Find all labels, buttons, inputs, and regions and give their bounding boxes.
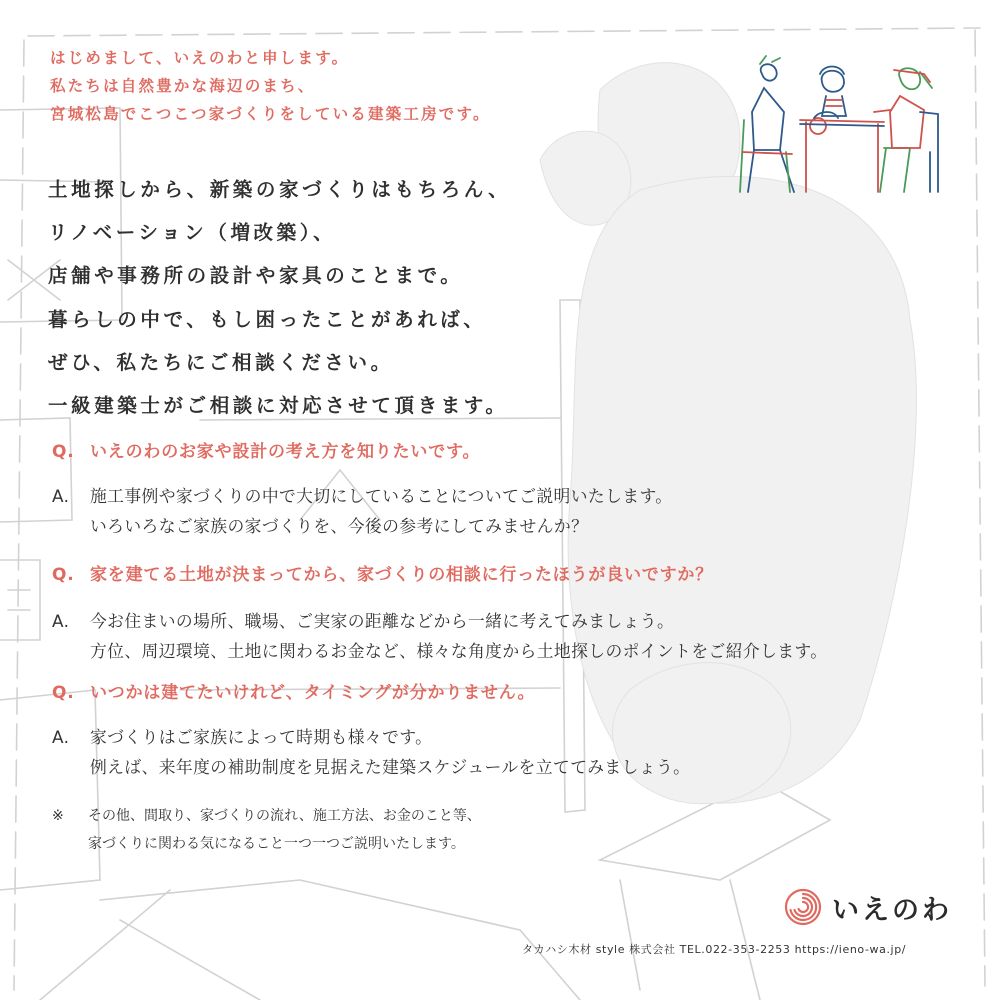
logo-text: いえのわ xyxy=(832,894,952,926)
question-mark: Q. xyxy=(52,683,75,703)
answer xyxy=(52,606,827,666)
question xyxy=(52,678,690,708)
question-mark: Q. xyxy=(52,442,75,462)
main-line: リノベーション（増改築）、 xyxy=(48,221,337,245)
answer-mark: A. xyxy=(52,727,70,747)
question xyxy=(52,437,673,467)
company-footer: タカハシ木材 style 株式会社 TEL.022-353-2253 https://ieno-wa.jp/ xyxy=(522,943,907,956)
qa-item xyxy=(52,560,827,666)
qa-item xyxy=(52,678,690,782)
footnote xyxy=(52,802,481,858)
intro-line: 宮城松島でこつこつ家づくりをしている建築工房です。 xyxy=(50,105,491,123)
question-mark: Q. xyxy=(52,565,75,585)
main-message xyxy=(48,168,511,427)
question-text: いつかは建てたいけれど、タイミングが分かりません。 xyxy=(90,683,536,703)
main-line: ぜひ、私たちにご相談ください。 xyxy=(48,350,394,374)
main-line: 暮らしの中で、もし困ったことがあれば、 xyxy=(48,307,487,331)
answer-mark: A. xyxy=(52,486,70,506)
question xyxy=(52,560,827,590)
question-text: いえのわのお家や設計の考え方を知りたいです。 xyxy=(90,442,481,462)
answer-line: 施工事例や家づくりの中で大切にしていることについてご説明いたします。 xyxy=(90,486,673,506)
intro-line: はじめまして、いえのわと申します。 xyxy=(50,49,350,67)
main-line: 土地探しから、新築の家づくりはもちろん、 xyxy=(48,178,512,201)
answer xyxy=(52,481,673,541)
intro-line: 私たちは自然豊かな海辺のまち、 xyxy=(50,77,316,95)
answer xyxy=(52,722,690,782)
spiral-logo-icon xyxy=(784,888,822,926)
answer-line: いろいろなご家族の家づくりを、今後の参考にしてみませんか？ xyxy=(90,516,589,536)
main-line: 店舗や事務所の設計や家具のことまで。 xyxy=(48,264,464,288)
qa-item xyxy=(52,437,673,541)
answer-line: 家づくりはご家族によって時期も様々です。 xyxy=(90,727,433,747)
question-text: 家を建てる土地が決まってから、家づくりの相談に行ったほうが良いですか？ xyxy=(90,565,713,585)
answer-line: 方位、周辺環境、土地に関わるお金など、様々な角度から土地探しのポイントをご紹介します。 xyxy=(90,641,828,661)
note-line: 家づくりに関わる気になること一つ一つご説明いたします。 xyxy=(88,836,465,852)
note-mark: ※ xyxy=(52,808,64,824)
main-line: 一級建築士がご相談に対応させて頂きます。 xyxy=(48,394,509,418)
family-dining-illustration xyxy=(734,52,944,202)
answer-line: 今お住まいの場所、職場、ご実家の距離などから一緒に考えてみましょう。 xyxy=(90,611,675,631)
intro-text xyxy=(50,44,491,128)
brand-logo xyxy=(784,882,952,932)
answer-mark: A. xyxy=(52,611,70,631)
answer-line: 例えば、来年度の補助制度を見据えた建築スケジュールを立ててみましょう。 xyxy=(90,757,691,777)
note-line: その他、間取り、家づくりの流れ、施工方法、お金のこと等、 xyxy=(88,808,481,824)
